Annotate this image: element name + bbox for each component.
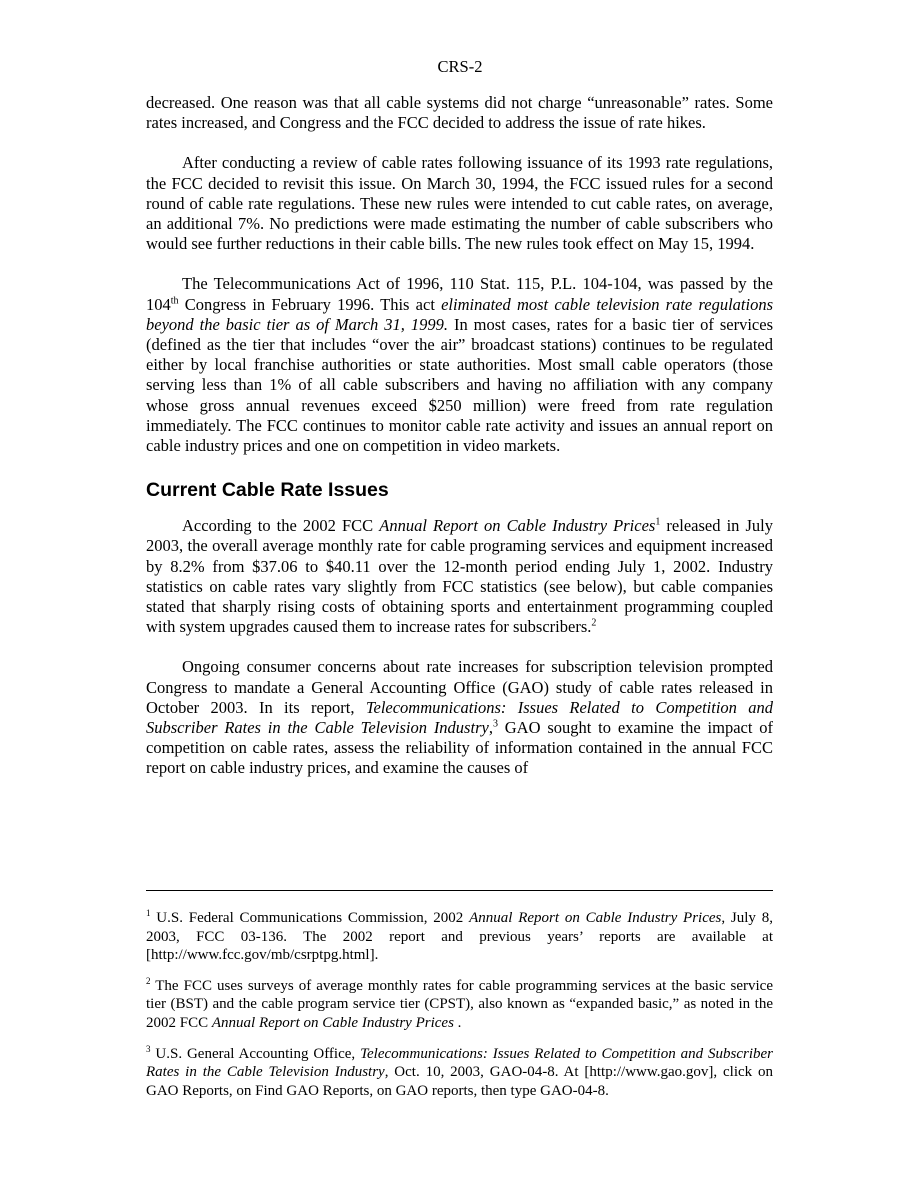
paragraph-continuation: decreased. One reason was that all cable systems did not charge “unreasonable” rates. Some rates increased, and Congress and the FCC decided to address the issue of rate hikes. — [146, 93, 773, 133]
paragraph-gao-study: Ongoing consumer concerns about rate increases for subscription television prompted Congress to mandate a General Accounting Office (GAO) study of cable rates released in October 2003. In its report, Telecommunications: Issues Related to Competition and Subscriber Rates in the Cable Television Industry,$^3$ GAO sought to examine the impact of competition on cable rates, assess the reliability of information contained in the annual FCC report on cable industry prices, and examine the causes of — [146, 657, 773, 778]
superscript-th: th — [170, 295, 179, 307]
footnote-2: $^2$ The FCC uses surveys of average monthly rates for cable programming services at the basic service tier (BST) and the cable program service tier (CPST), also known as “expanded basic,” as noted in the 2002 FCC Annual Report on Cable Industry Prices . — [146, 975, 773, 1031]
paragraph-1994-rules: After conducting a review of cable rates following issuance of its 1993 rate regulations, the FCC decided to revisit this issue. On March 30, 1994, the FCC issued rules for a second round of cable rate regulations. These new rules were intended to cut cable rates, on average, an additional 7%. No predictions were made estimating the number of cable subscribers who would see further reductions in their cable bills. The new rules took effect on May 15, 1994. — [146, 153, 773, 254]
footnote-divider — [146, 890, 773, 891]
footnote-ref-2: 2 — [591, 617, 597, 629]
footnote-3: $^3$ U.S. General Accounting Office, Telecommunications: Issues Related to Competition and Subscriber Rates in the Cable Television Industry, Oct. 10, 2003, GAO-04-8. At [http://www.gao.gov], click on GAO Reports, on Find GAO Reports, on GAO reports, then type GAO-04-8. — [146, 1043, 774, 1099]
gao-report-title-italic: Telecommunications: Issues Related to Competition and Subscriber Rates in the Cable Television Industry — [146, 697, 773, 738]
page-number: CRS-2 — [437, 57, 483, 76]
section-heading: Current Cable Rate Issues — [146, 479, 389, 502]
footnote-1: $^1$ U.S. Federal Communications Commission, 2002 Annual Report on Cable Industry Prices, July 8, 2003, FCC 03-136. The 2002 report and previous years’ reports are available at [http://www.fcc.gov/mb/csrptpg.html]. — [146, 908, 773, 964]
paragraph-telecom-act: The Telecommunications Act of 1996, 110 Stat. 115, P.L. 104-104, was passed by the 104th Congress in February 1996. This act eliminated most cable television rate regulations beyond the basic tier as of March 31, 1999. In most cases, rates for a basic tier of services (defined as the tier that includes “over the air” broadcast stations) continues to be regulated either by local franchise authorities or state authorities. Most small cable operators (those serving less than 1% of all cable subscribers and having no affiliation with any company whose gross annual revenues exceed $250 million) were freed from rate regulation immediately. The FCC continues to monitor cable rate activity and issues an annual report on cable industry prices and one on competition in video markets. — [146, 274, 773, 456]
footnote-ref-3: 3 — [492, 718, 498, 730]
paragraph-fcc-report: According to the 2002 FCC Annual Report on Cable Industry Prices$^1$ released in July 2003, the overall average monthly rate for cable programing services and equipment increased by 8.2% from $37.06 to $40.11 over the 12-month period ending July 1, 2002. Industry statistics on cable rates vary slightly from FCC statistics (see below), but cable companies stated that sharply rising costs of obtaining sports and entertainment programming coupled with system upgrades caused them to increase rates for subscribers.$^2$ — [146, 516, 773, 637]
body-text — [146, 93, 773, 779]
report-title-italic: Annual Report on Cable Industry Prices — [379, 516, 656, 536]
footnote-ref-1: 1 — [655, 516, 661, 528]
footnotes — [146, 909, 773, 1112]
italic-emphasis: eliminated most cable television rate regulations beyond the basic tier as of March 31, 1999. — [146, 294, 773, 334]
